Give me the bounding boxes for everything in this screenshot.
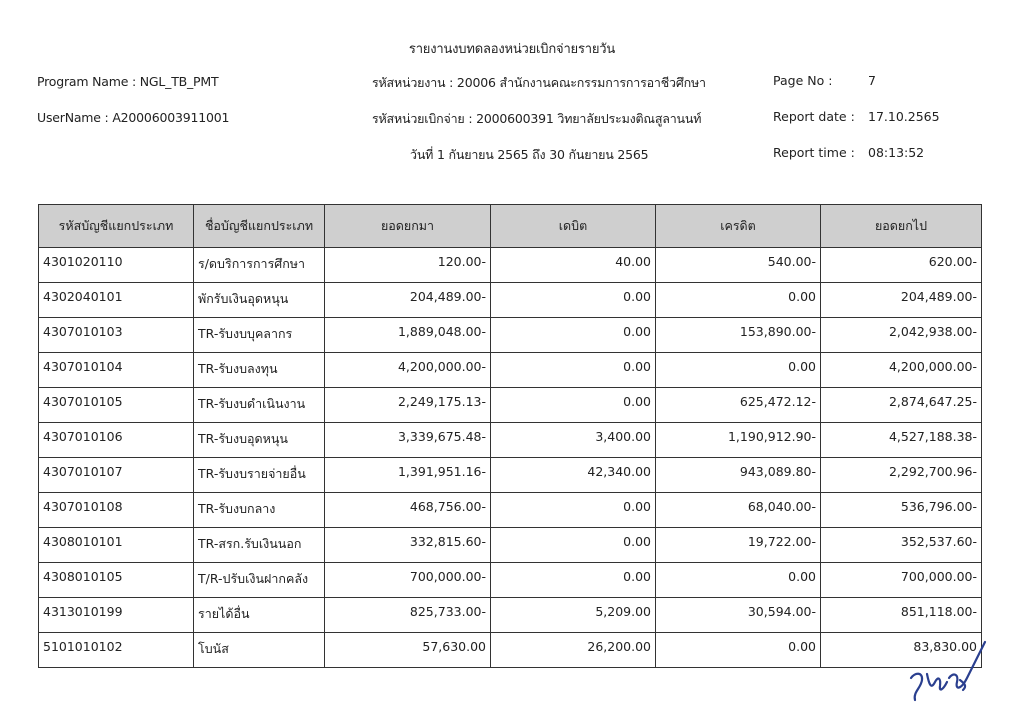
program-name: Program Name : NGL_TB_PMT bbox=[37, 74, 219, 89]
cell-debit: 0.00 bbox=[491, 388, 656, 423]
cell-brought-forward: 120.00- bbox=[325, 248, 491, 283]
cell-account-code: 4301020110 bbox=[39, 248, 194, 283]
cell-account-name: TR-สรก.รับเงินนอก bbox=[194, 528, 325, 563]
cell-debit: 3,400.00 bbox=[491, 423, 656, 458]
cell-account-code: 4307010105 bbox=[39, 388, 194, 423]
report-date-label: Report date : bbox=[773, 109, 855, 124]
cell-account-name: TR-รับงบรายจ่ายอื่น bbox=[194, 458, 325, 493]
cell-account-code: 4307010103 bbox=[39, 318, 194, 353]
cell-carried-forward: 700,000.00- bbox=[821, 563, 982, 598]
cell-credit: 0.00 bbox=[656, 563, 821, 598]
cell-credit: 1,190,912.90- bbox=[656, 423, 821, 458]
cell-carried-forward: 4,200,000.00- bbox=[821, 353, 982, 388]
cell-account-code: 4307010108 bbox=[39, 493, 194, 528]
report-time-value: 08:13:52 bbox=[868, 145, 925, 160]
cell-carried-forward: 352,537.60- bbox=[821, 528, 982, 563]
cell-carried-forward: 620.00- bbox=[821, 248, 982, 283]
cell-credit: 0.00 bbox=[656, 353, 821, 388]
cell-account-name: พักรับเงินอุดหนุน bbox=[194, 283, 325, 318]
cell-carried-forward: 204,489.00- bbox=[821, 283, 982, 318]
cell-credit: 540.00- bbox=[656, 248, 821, 283]
disbursement-unit-code: รหัสหน่วยเบิกจ่าย : 2000600391 วิทยาลัยประมงติณสูลานนท์ bbox=[372, 111, 702, 126]
cell-account-name: T/R-ปรับเงินฝากคลัง bbox=[194, 563, 325, 598]
cell-brought-forward: 332,815.60- bbox=[325, 528, 491, 563]
table-row bbox=[39, 598, 982, 633]
report-title: รายงานงบทดลองหน่วยเบิกจ่ายรายวัน bbox=[408, 42, 616, 57]
cell-account-name: โบนัส bbox=[194, 633, 325, 668]
cell-brought-forward: 468,756.00- bbox=[325, 493, 491, 528]
cell-debit: 0.00 bbox=[491, 493, 656, 528]
cell-credit: 625,472.12- bbox=[656, 388, 821, 423]
handwritten-signature bbox=[905, 638, 990, 710]
cell-debit: 0.00 bbox=[491, 318, 656, 353]
table-row bbox=[39, 633, 982, 668]
cell-account-name: TR-รับงบลงทุน bbox=[194, 353, 325, 388]
column-header-brought-forward: ยอดยกมา bbox=[325, 205, 491, 248]
trial-balance-table bbox=[38, 204, 982, 668]
table-row bbox=[39, 283, 982, 318]
cell-carried-forward: 2,292,700.96- bbox=[821, 458, 982, 493]
cell-carried-forward: 83,830.00 bbox=[821, 633, 982, 668]
cell-debit: 0.00 bbox=[491, 353, 656, 388]
cell-account-name: TR-รับงบกลาง bbox=[194, 493, 325, 528]
cell-account-code: 4307010107 bbox=[39, 458, 194, 493]
cell-account-name: ร/ดบริการการศึกษา bbox=[194, 248, 325, 283]
cell-account-name: TR-รับงบอุดหนุน bbox=[194, 423, 325, 458]
cell-credit: 0.00 bbox=[656, 283, 821, 318]
cell-brought-forward: 3,339,675.48- bbox=[325, 423, 491, 458]
cell-account-code: 4307010106 bbox=[39, 423, 194, 458]
cell-carried-forward: 2,042,938.00- bbox=[821, 318, 982, 353]
cell-credit: 153,890.00- bbox=[656, 318, 821, 353]
cell-brought-forward: 1,889,048.00- bbox=[325, 318, 491, 353]
cell-account-name: TR-รับงบดำเนินงาน bbox=[194, 388, 325, 423]
cell-brought-forward: 204,489.00- bbox=[325, 283, 491, 318]
cell-account-code: 5101010102 bbox=[39, 633, 194, 668]
column-header-carried-forward: ยอดยกไป bbox=[821, 205, 982, 248]
cell-account-code: 4302040101 bbox=[39, 283, 194, 318]
cell-credit: 19,722.00- bbox=[656, 528, 821, 563]
table-body bbox=[39, 248, 982, 668]
agency-code: รหัสหน่วยงาน : 20006 สำนักงานคณะกรรมการการอาชีวศึกษา bbox=[372, 75, 706, 90]
cell-credit: 68,040.00- bbox=[656, 493, 821, 528]
column-header-debit: เดบิต bbox=[491, 205, 656, 248]
cell-debit: 5,209.00 bbox=[491, 598, 656, 633]
table-row bbox=[39, 528, 982, 563]
cell-account-code: 4313010199 bbox=[39, 598, 194, 633]
table-row bbox=[39, 423, 982, 458]
cell-credit: 30,594.00- bbox=[656, 598, 821, 633]
cell-account-name: รายได้อื่น bbox=[194, 598, 325, 633]
table-row bbox=[39, 353, 982, 388]
cell-account-code: 4307010104 bbox=[39, 353, 194, 388]
column-header-account-name: ชื่อบัญชีแยกประเภท bbox=[194, 205, 325, 248]
cell-brought-forward: 57,630.00 bbox=[325, 633, 491, 668]
table-row bbox=[39, 388, 982, 423]
page-no-label: Page No : bbox=[773, 73, 833, 88]
cell-brought-forward: 2,249,175.13- bbox=[325, 388, 491, 423]
cell-brought-forward: 4,200,000.00- bbox=[325, 353, 491, 388]
cell-carried-forward: 2,874,647.25- bbox=[821, 388, 982, 423]
cell-carried-forward: 536,796.00- bbox=[821, 493, 982, 528]
table-row bbox=[39, 458, 982, 493]
cell-carried-forward: 851,118.00- bbox=[821, 598, 982, 633]
cell-brought-forward: 700,000.00- bbox=[325, 563, 491, 598]
table-header-row bbox=[39, 205, 982, 248]
column-header-credit: เครดิต bbox=[656, 205, 821, 248]
table-row bbox=[39, 493, 982, 528]
cell-carried-forward: 4,527,188.38- bbox=[821, 423, 982, 458]
table-row bbox=[39, 563, 982, 598]
report-time-label: Report time : bbox=[773, 145, 855, 160]
cell-account-code: 4308010105 bbox=[39, 563, 194, 598]
cell-debit: 42,340.00 bbox=[491, 458, 656, 493]
page-no-value: 7 bbox=[868, 73, 876, 88]
table-row bbox=[39, 318, 982, 353]
column-header-account-code: รหัสบัญชีแยกประเภท bbox=[39, 205, 194, 248]
date-range: วันที่ 1 กันยายน 2565 ถึง 30 กันยายน 2565 bbox=[410, 147, 649, 162]
cell-credit: 943,089.80- bbox=[656, 458, 821, 493]
cell-brought-forward: 825,733.00- bbox=[325, 598, 491, 633]
cell-debit: 0.00 bbox=[491, 283, 656, 318]
cell-debit: 0.00 bbox=[491, 563, 656, 598]
cell-debit: 40.00 bbox=[491, 248, 656, 283]
cell-debit: 26,200.00 bbox=[491, 633, 656, 668]
username: UserName : A20006003911001 bbox=[37, 110, 230, 125]
cell-account-code: 4308010101 bbox=[39, 528, 194, 563]
cell-debit: 0.00 bbox=[491, 528, 656, 563]
report-date-value: 17.10.2565 bbox=[868, 109, 940, 124]
table-row bbox=[39, 248, 982, 283]
cell-credit: 0.00 bbox=[656, 633, 821, 668]
cell-brought-forward: 1,391,951.16- bbox=[325, 458, 491, 493]
cell-account-name: TR-รับงบบุคลากร bbox=[194, 318, 325, 353]
